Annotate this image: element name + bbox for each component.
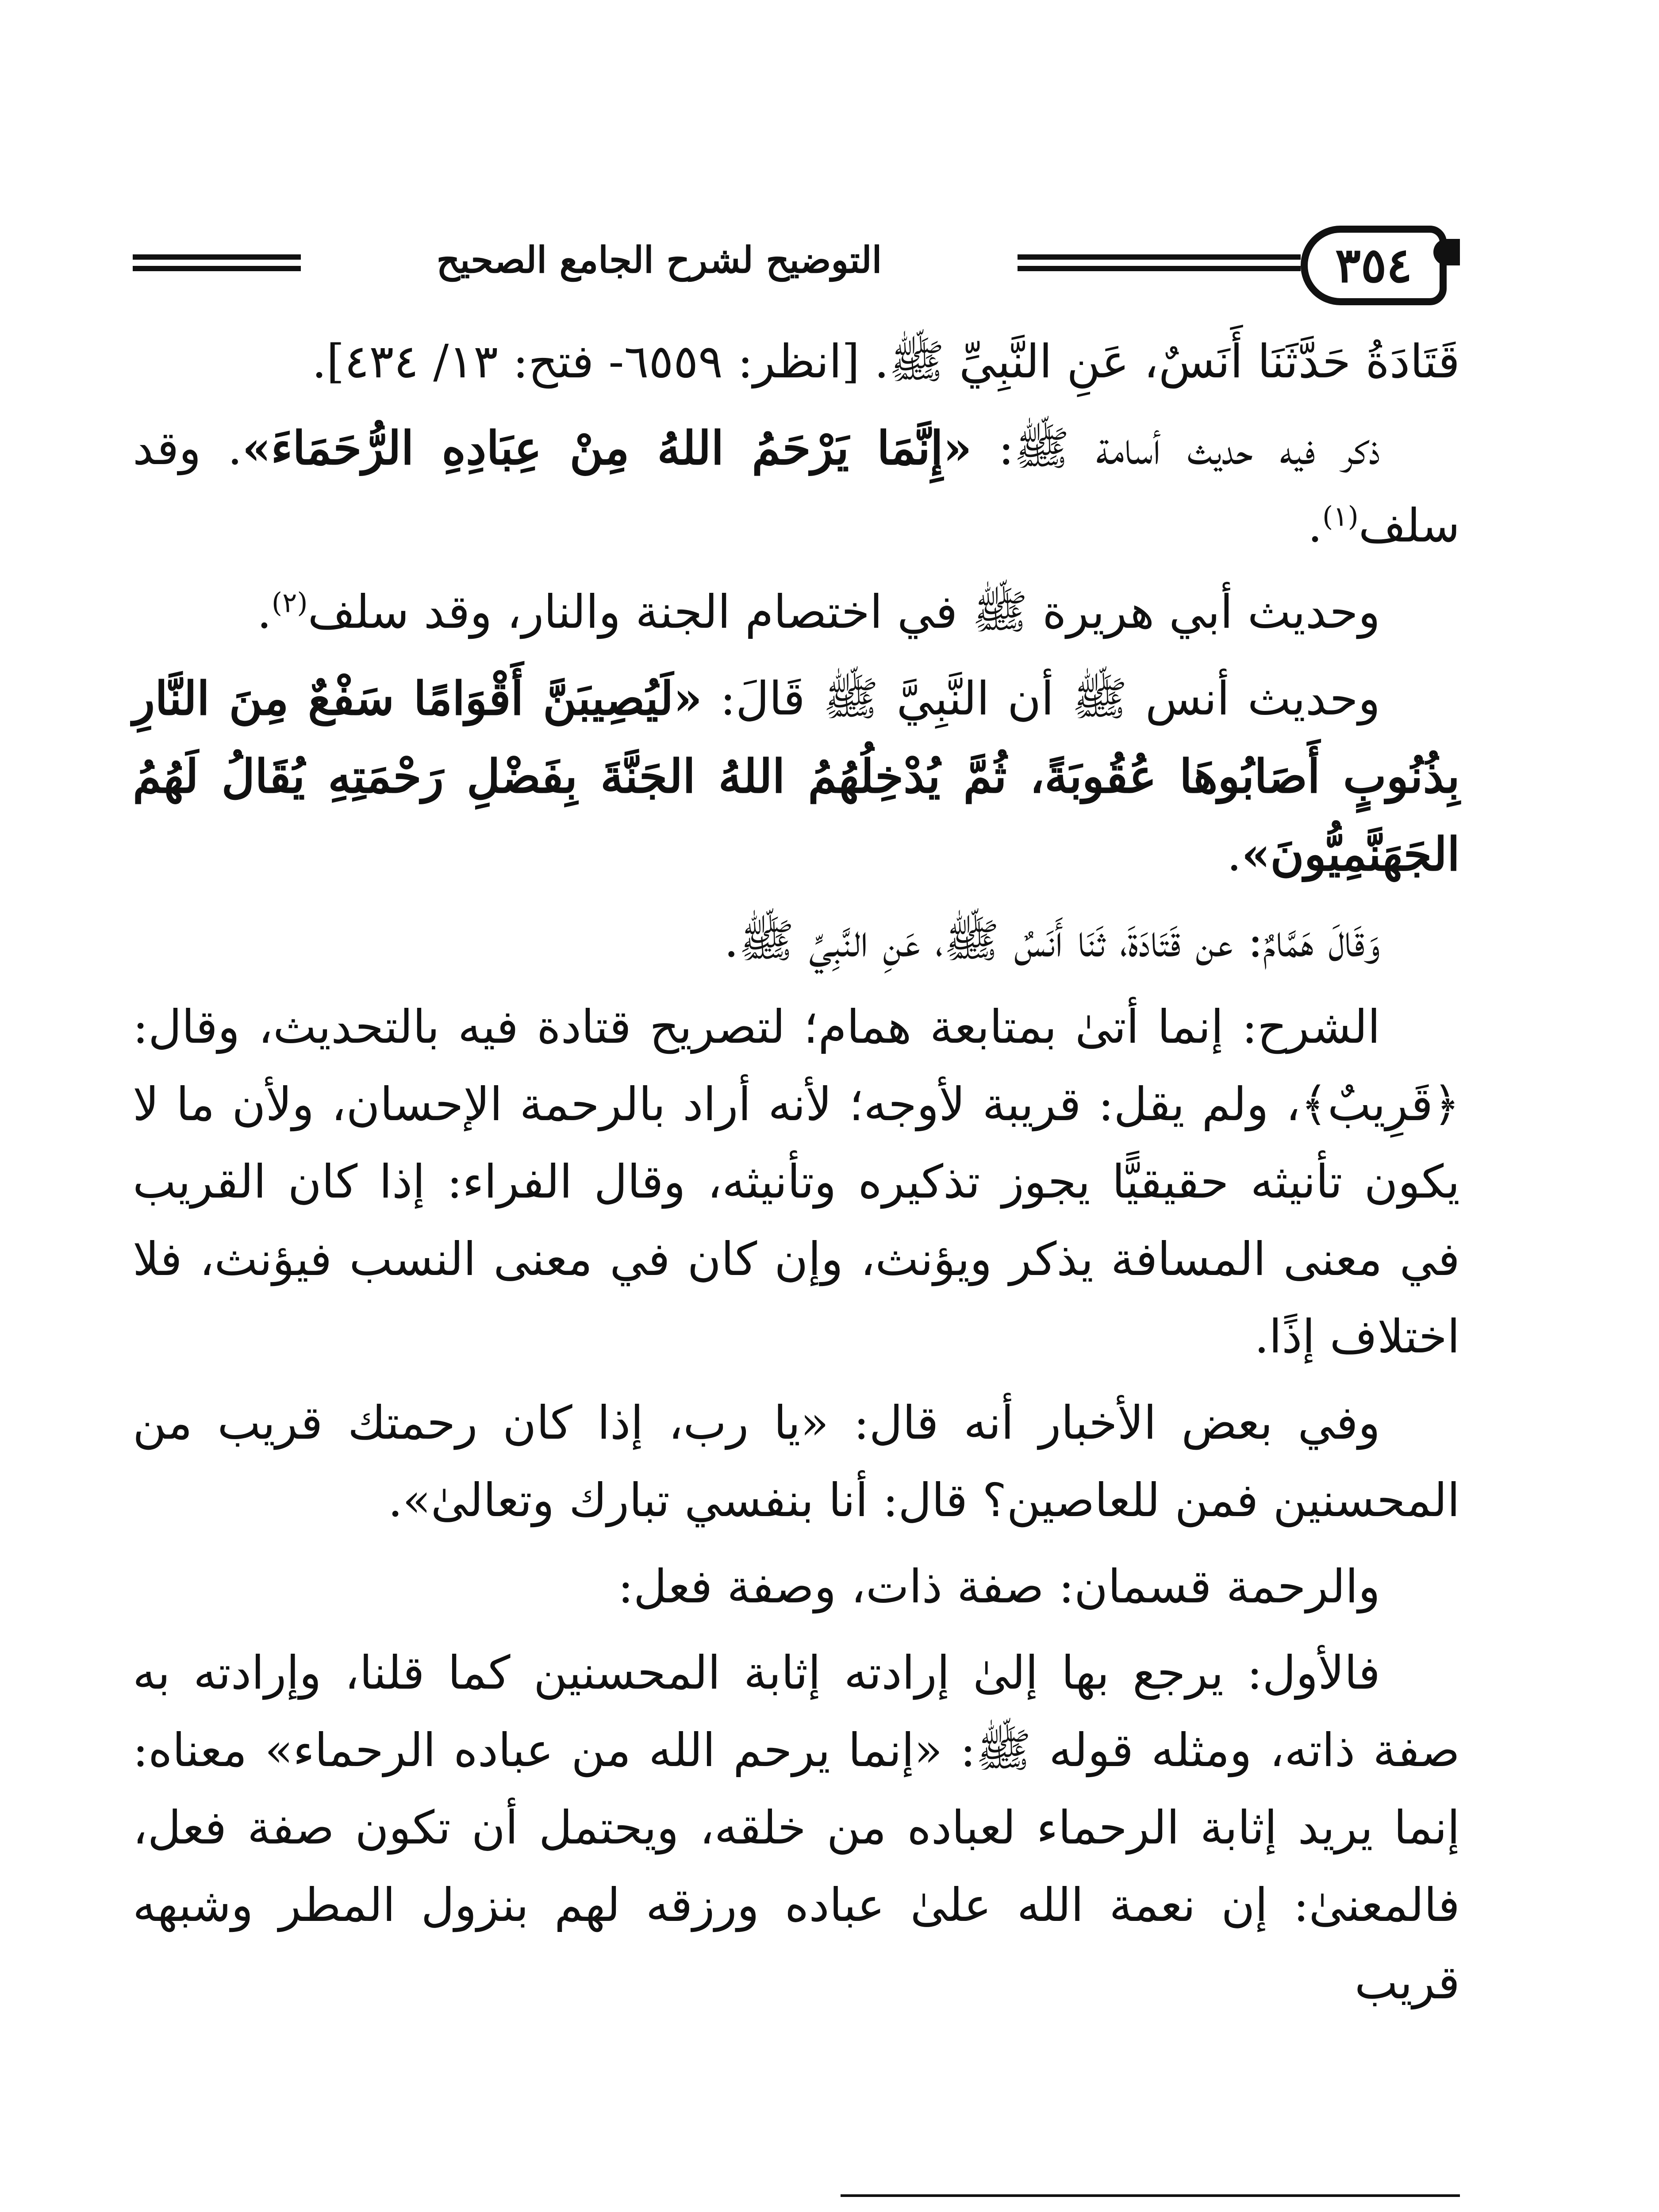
running-title: التوضيح لشرح الجامع الصحيح	[436, 239, 882, 281]
paragraph-commentary: الشرح: إنما أتىٰ بمتابعة همام؛ لتصريح قتادة فيه بالتحديث، وقال: ﴿قَرِيبٌ﴾، ولم يقل: قريبة لأوجه؛ لأنه أراد بالرحمة الإحسان، ولأن ما لا يكون تأنيثه حقيقيًّا يجوز تذكيره وتأنيثه، وقال الفراء: إذا كان القريب في معنى المسافة يذكر ويؤنث، وإن كان في معنى النسب فيؤنث، فلا اختلاف إذًا.	[133, 1000, 1460, 1363]
header-rule-left	[133, 254, 301, 271]
footnote-marker: (٢)	[271, 586, 308, 619]
header-rule-right	[1018, 254, 1301, 271]
paragraph-hammam: وَقَالَ هَمَّامٌ: عن قَتَادَةَ، ثَنَا أَنَسٌ ﷺ، عَنِ النَّبِيِّ ﷺ.	[724, 914, 1380, 968]
paragraph-text: ذكر فيه حديث أسامة ﷺ:	[972, 421, 1381, 475]
paragraph-usama-hadith	[133, 409, 1460, 565]
badge-ornament	[1433, 239, 1460, 265]
page-number-badge	[1301, 226, 1447, 305]
document-page	[133, 212, 1460, 2212]
paragraph-anas-hadith	[133, 660, 1460, 893]
hadith-quote: «إِنَّمَا يَرْحَمُ اللهُ مِنْ عِبَادِهِ الرُّحَمَاءَ»	[242, 421, 972, 475]
page-number: ٣٥٤	[1335, 238, 1413, 293]
paragraph-first-type: فالأول: يرجع بها إلىٰ إرادته إثابة المحسنين كما قلنا، وإرادته به صفة ذاته، ومثله قوله ﷺ: «إنما يرحم الله من عباده الرحماء» معناه: إنما يريد إثابة الرحماء لعباده من خلقه، ويحتمل أن تكون صفة فعل، فالمعنىٰ: إن نعمة الله علىٰ عباده ورزقه لهم بنزول المطر وشبهه قريب	[133, 1646, 1460, 2009]
paragraph-abu-hurayra	[133, 573, 1460, 651]
footnote-separator	[841, 2194, 1460, 2197]
paragraph-hadith-chain: قَتَادَةُ حَدَّثَنَا أَنَسٌ، عَنِ النَّبِيِّ ﷺ. [انظر: ٦٥٥٩- فتح: ١٣/ ٤٣٤].	[312, 334, 1460, 388]
paragraph-text: .	[1227, 827, 1242, 881]
hadith-quote: «لَيُصِيبَنَّ أَقْوَامًا سَفْعٌ مِنَ النَّارِ بِذُنُوبٍ أَصَابُوهَا عُقُوبَةً، ثُمَّ يُدْخِلُهُمُ اللهُ الجَنَّةَ بِفَضْلِ رَحْمَتِهِ يُقَالُ لَهُمُ الجَهَنَّمِيُّونَ»	[133, 671, 1460, 881]
paragraph-text: .	[1307, 499, 1323, 553]
footnote-marker: (١)	[1322, 500, 1359, 533]
main-text	[133, 323, 1460, 2030]
paragraph-text: وحديث أبي هريرة ﷺ في اختصام الجنة والنار، وقد سلف	[307, 585, 1380, 639]
paragraph-text: . وقد سلف	[133, 421, 1460, 553]
paragraph-reports: وفي بعض الأخبار أنه قال: «يا رب، إذا كان رحمتك قريب من المحسنين فمن للعاصين؟ قال: أنا بنفسي تبارك وتعالىٰ».	[133, 1396, 1460, 1527]
paragraph-text: وحديث أنس ﷺ أن النَّبِيَّ ﷺ قَالَ:	[702, 672, 1381, 726]
paragraph-text: .	[257, 585, 272, 639]
paragraph-mercy-types: والرحمة قسمان: صفة ذات، وصفة فعل:	[618, 1559, 1380, 1613]
page-header	[133, 212, 1460, 319]
